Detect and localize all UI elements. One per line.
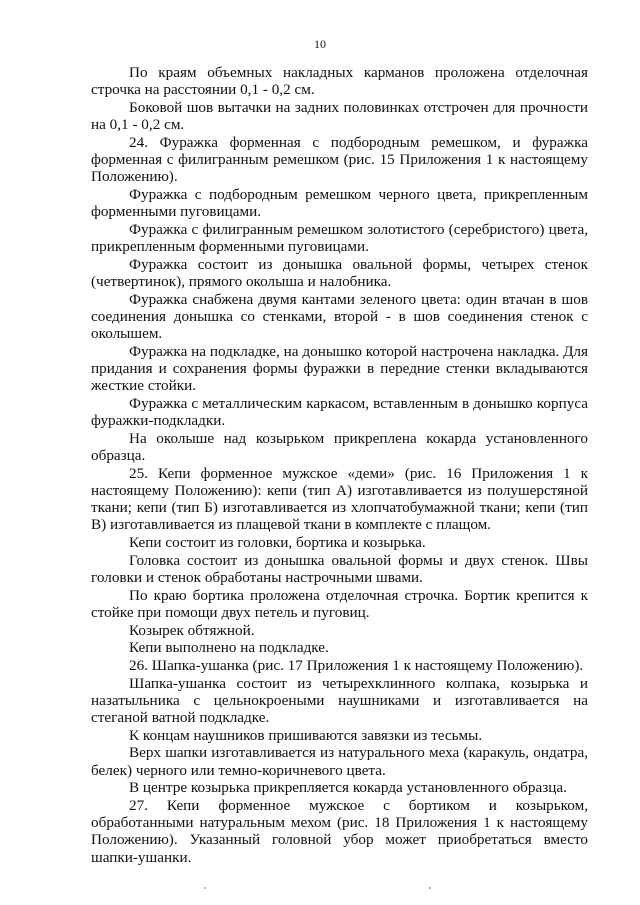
paragraph: По краям объемных накладных карманов проложена отделочная строчка на расстоянии 0,1 - 0,2 см. [91,64,588,99]
page-number: 10 [314,37,326,51]
paragraph: Шапка-ушанка состоит из четырехклинного колпака, козырька и назатыльника с цельнокроеными наушниками и изготавливается на стеганой ватной подкладке. [91,674,588,727]
document-body [91,64,588,866]
paragraph: На околыше над козырьком прикреплена кокарда установленного образца. [91,429,588,464]
paragraph: Козырек обтяжной. [129,621,255,639]
paragraph: Фуражка с подбородным ремешком черного цвета, прикрепленным форменными пуговицами. [91,185,588,221]
paragraph: Кепи выполнено на подкладке. [129,639,329,657]
paragraph: Фуражка с филигранным ремешком золотистого (серебристого) цвета, прикрепленным форменными пуговицами. [91,220,588,256]
paragraph: 26. Шапка-ушанка (рис. 17 Приложения 1 к настоящему Положению). [129,656,584,674]
scan-speck [204,887,206,889]
paragraph: К концам наушников пришиваются завязки из тесьмы. [129,726,483,744]
paragraph: Боковой шов вытачки на задних половинках отстрочен для прочности на 0,1 - 0,2 см. [91,98,588,134]
paragraph: Верх шапки изготавливается из натурального меха (каракуль, ондатра, белек) черного или темно-коричневого цвета. [91,744,588,779]
paragraph: Фуражка снабжена двумя кантами зеленого цвета: один втачан в шов соединения донышка со стенками, второй - в шов соединения стенок с околышем. [91,290,588,343]
paragraph: 27. Кепи форменное мужское с бортиком и козырьком, обработанными натуральным мехом (рис. 18 Приложения 1 к настоящему Положению). Указанный головной убор может приобретаться вместо шапки-ушанки. [91,797,588,866]
scan-speck [429,887,431,889]
paragraph: В центре козырька прикрепляется кокарда установленного образца. [129,779,567,797]
paragraph: Фуражка с металлическим каркасом, вставленным в донышко корпуса фуражки-подкладки. [91,394,588,430]
paragraph: Головка состоит из донышка овальной формы и двух стенок. Швы головки и стенок обработаны настрочными швами. [91,551,588,586]
paragraph: 24. Фуражка форменная с подбородным ремешком, и фуражка форменная с филигранным ремешком (рис. 15 Приложения 1 к настоящему Положению). [91,133,588,186]
paragraph: 25. Кепи форменное мужское «деми» (рис. 16 Приложения 1 к настоящему Положению): кепи (тип А) изготавливается из полушерстяной ткани; кепи (тип Б) изготавливается из хлопчатобумажной ткани; кепи (тип В) изготавливается из плащевой ткани в комплекте с плащом. [91,464,588,534]
paragraph: По краю бортика проложена отделочная строчка. Бортик крепится к стойке при помощи двух петель и пуговиц. [91,586,588,621]
paragraph: Фуражка состоит из донышка овальной формы, четырех стенок (четвертинок), прямого околыша и налобника. [91,255,588,290]
paragraph: Кепи состоит из головки, бортика и козырька. [129,533,426,551]
paragraph: Фуражка на подкладке, на донышко которой настрочена накладка. Для придания и сохранения формы фуражки в передние стенки вкладываются жесткие стойки. [91,342,588,395]
